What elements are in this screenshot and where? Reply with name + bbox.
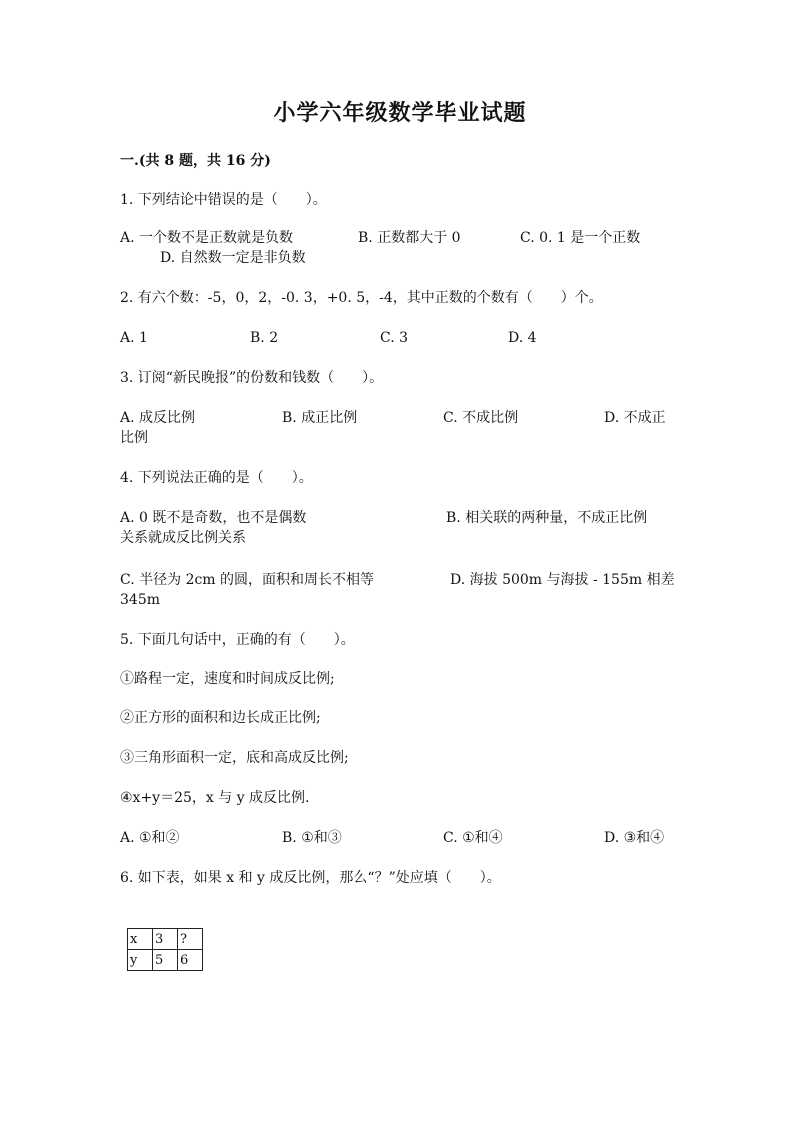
page-title: 小学六年级数学毕业试题 <box>273 100 527 126</box>
question-5-statement-2: ②正方形的面积和边长成正比例; <box>120 710 321 726</box>
table-cell: 5 <box>153 950 178 971</box>
question-4-option-d[interactable]: D. 海拔 500m 与海拔 - 155m 相差 <box>450 572 675 588</box>
question-4-stem: 4. 下列说法正确的是（ ）。 <box>120 470 313 486</box>
question-2-stem: 2. 有六个数：-5，0，2，-0. 3，+0. 5，-4，其中正数的个数有（ ）个。 <box>120 290 603 306</box>
table-cell: y <box>128 950 153 971</box>
xy-table <box>127 928 203 971</box>
table-row <box>128 950 203 971</box>
question-4-option-b[interactable]: B. 相关联的两种量，不成正比例 <box>446 510 648 526</box>
question-3-option-a[interactable]: A. 成反比例 <box>120 410 196 426</box>
table-row <box>128 929 203 950</box>
question-3-option-b[interactable]: B. 成正比例 <box>282 410 358 426</box>
question-3-option-d-continued: 比例 <box>120 430 148 446</box>
question-5-statement-3: ③三角形面积一定，底和高成反比例; <box>120 750 349 766</box>
question-6-stem: 6. 如下表，如果 x 和 y 成反比例，那么“？”处应填（ ）。 <box>120 870 501 886</box>
question-4-option-d-continued: 345m <box>120 592 160 608</box>
table-cell: 3 <box>153 929 178 950</box>
question-1-option-b[interactable]: B. 正数都大于 0 <box>358 230 461 246</box>
question-1-option-c[interactable]: C. 0. 1 是一个正数 <box>520 230 641 246</box>
question-5-stem: 5. 下面几句话中，正确的有（ ）。 <box>120 632 355 648</box>
question-5-statement-1: ①路程一定，速度和时间成反比例; <box>120 671 335 687</box>
section-heading: 一.(共 8 题，共 16 分) <box>120 153 271 169</box>
question-4-option-c[interactable]: C. 半径为 2cm 的圆，面积和周长不相等 <box>120 572 375 588</box>
question-2-option-c[interactable]: C. 3 <box>380 330 409 346</box>
question-5-option-b[interactable]: B. ①和③ <box>282 830 342 846</box>
question-5-option-a[interactable]: A. ①和② <box>120 830 180 846</box>
question-1-option-d[interactable]: D. 自然数一定是非负数 <box>160 250 306 266</box>
question-5-statement-4: ④x+y＝25，x 与 y 成反比例. <box>120 790 310 806</box>
question-5-option-c[interactable]: C. ①和④ <box>443 830 503 846</box>
table-cell: 6 <box>178 950 203 971</box>
question-3-option-d[interactable]: D. 不成正 <box>604 410 666 426</box>
question-1-option-a[interactable]: A. 一个数不是正数就是负数 <box>120 230 294 246</box>
question-4-option-a[interactable]: A. 0 既不是奇数，也不是偶数 <box>120 510 307 526</box>
question-4-option-b-continued: 关系就成反比例关系 <box>120 530 246 546</box>
question-2-option-b[interactable]: B. 2 <box>250 330 279 346</box>
table-cell: ? <box>178 929 203 950</box>
question-3-stem: 3. 订阅“新民晚报”的份数和钱数（ ）。 <box>120 370 384 386</box>
question-1-stem: 1. 下列结论中错误的是（ ）。 <box>120 192 327 208</box>
question-3-option-c[interactable]: C. 不成比例 <box>443 410 519 426</box>
table-cell: x <box>128 929 153 950</box>
question-5-option-d[interactable]: D. ③和④ <box>604 830 665 846</box>
question-2-option-d[interactable]: D. 4 <box>508 330 537 346</box>
question-2-option-a[interactable]: A. 1 <box>120 330 148 346</box>
